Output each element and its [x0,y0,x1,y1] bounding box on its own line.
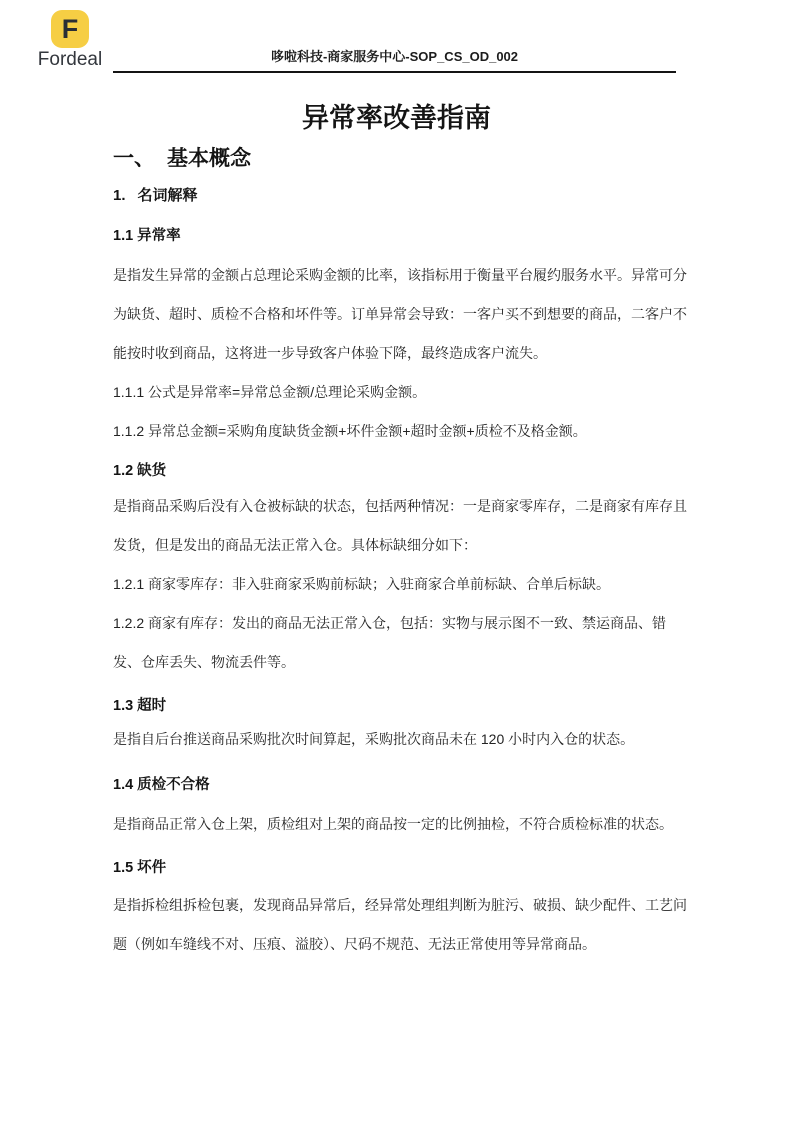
item-1-2-2-has-stock [113,604,680,682]
section-label: 基本概念 [167,147,251,170]
item-1-1-2-total-amount: 1.1.2 异常总金额=采购角度缺货金额+坏件金额+超时金额+质检不及格金额。 [113,423,587,439]
document-body [113,95,687,964]
paragraph-line: 发货，但是发出的商品无法正常入仓。具体标缺细分如下： [113,537,477,553]
item-1-1-1-formula: 1.1.1 公式是异常率=异常总金额/总理论采购金额。 [113,384,427,400]
heading-1-1-abnormal-rate: 1.1 异常率 [113,228,181,244]
subsection-heading-terms [113,184,680,208]
paragraph-line: 是指发生异常的金额占总理论采购金额的比率，该指标用于衡量平台履约服务水平。异常可分 [113,267,687,283]
paragraph-line: 1.2.2 商家有库存：发出的商品无法正常入仓，包括：实物与展示图不一致、禁运商品、错 [113,615,667,631]
fordeal-wordmark: Fordeal [37,49,103,70]
section-heading-basic-concepts [113,144,680,174]
subsection-label: 名词解释 [137,187,198,204]
heading-1-4-qc-fail: 1.4 质检不合格 [113,777,210,793]
heading-1-2-out-of-stock: 1.2 缺货 [113,463,167,479]
paragraph-qc-fail: 是指商品正常入仓上架，质检组对上架的商品按一定的比例抽检，不符合质检标准的状态。 [113,816,673,832]
paragraph-timeout: 是指自后台推送商品采购批次时间算起，采购批次商品未在 120 小时内入仓的状态。 [113,731,635,747]
paragraph-line: 为缺货、超时、质检不合格和坏件等。订单异常会导致：一客户买不到想要的商品，二客户不 [113,306,687,322]
paragraph-line: 是指拆检组拆检包裹，发现商品异常后，经异常处理组判断为脏污、破损、缺少配件、工艺问 [113,897,687,913]
heading-1-3-timeout: 1.3 超时 [113,698,167,714]
fordeal-logo-icon: F [51,10,89,48]
paragraph-abnormal-rate [113,256,687,373]
paragraph-line: 发、仓库丢失、物流丢件等。 [113,654,295,670]
item-1-2-1-zero-stock: 1.2.1 商家零库存：非入驻商家采购前标缺；入驻商家合单前标缺、合单后标缺。 [113,576,611,592]
fordeal-logo [34,10,106,71]
heading-1-5-damaged: 1.5 坏件 [113,860,167,876]
header-doc-code: 哆啦科技-商家服务中心-SOP_CS_OD_002 [270,49,519,64]
paragraph-line: 题（例如车缝线不对、压痕、溢胶）、尺码不规范、无法正常使用等异常商品。 [113,936,596,952]
paragraph-line: 是指商品采购后没有入仓被标缺的状态，包括两种情况：一是商家零库存，二是商家有库存且 [113,498,687,514]
page-title: 异常率改善指南 [302,103,491,133]
paragraph-damaged [113,886,687,964]
header-divider [113,71,676,73]
subsection-number: 1. [113,187,126,204]
paragraph-out-of-stock [113,487,687,565]
paragraph-line: 能按时收到商品，这将进一步导致客户体验下降，最终造成客户流失。 [113,345,547,361]
section-number: 一、 [113,147,155,170]
